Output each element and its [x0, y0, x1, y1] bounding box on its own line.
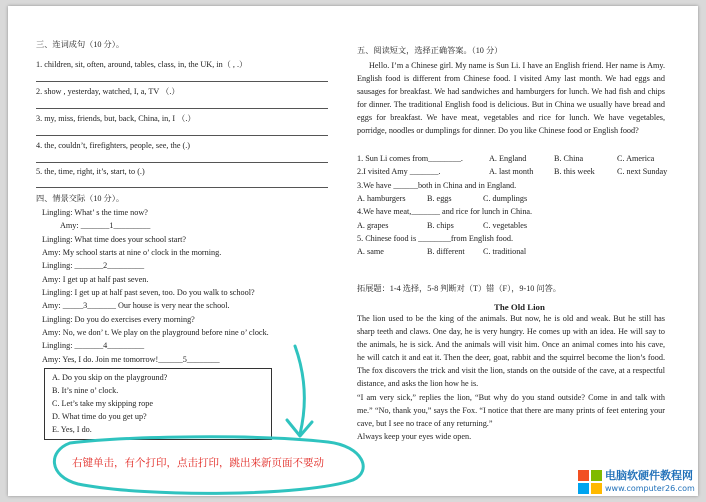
annotation-oval: [54, 437, 363, 494]
q5-option-b: B. different: [427, 247, 465, 256]
section5-title: 五、阅读短文，选择正确答案。（10 分）: [357, 46, 503, 55]
question-3: 3.We have ______both in China and in England.: [357, 181, 517, 190]
dialogue-line: Lingling: _______4_________: [42, 341, 145, 350]
worksheet-page: [8, 6, 698, 496]
story-paragraph-1: The lion used to be the king of the animals. But now, he is old and weak. But he still has sharp teeth and claws. One day, he is very hungry. He comes up with an idea. He will say to the animals, he is sick. And the animals will visit him. Once an animal comes into his cave, he will catch it and eat it. Then the deer, goat, rabbit and the squirrel become the lion’s food. The fox discovers the trick and visit the lion, stands on the outside of the cave, at a respectful distance, and asks the lion how he is.: [357, 314, 665, 389]
option-c: C. Let’s take my skipping rope: [52, 399, 153, 408]
q2-option-b: B. this week: [554, 167, 595, 176]
watermark-title: 电脑软硬件教程网: [605, 469, 693, 482]
q2-option-a: A. last month: [489, 167, 534, 176]
q1-option-b: B. China: [554, 154, 584, 163]
q3-option-c: C. dumplings: [483, 194, 528, 203]
option-e: E. Yes, I do.: [52, 425, 92, 434]
dialogue-line: Amy: Yes, I do. Join me tomorrow!______5________: [42, 355, 220, 364]
sentence-2: 2. show , yesterday, watched, I, a, TV （.）: [36, 87, 180, 96]
section4-title: 四、情景交际（10 分）。: [36, 194, 125, 203]
story-title: The Old Lion: [494, 302, 545, 312]
extension-title: 拓展题：1-4 选择，5-8 判断对（T）错（F），9-10 问答。: [357, 284, 561, 293]
dialogue-line: Lingling: What’ s the time now?: [42, 208, 148, 217]
passage-text: Hello. I’m a Chinese girl. My name is Sun Li. I have an English friend. Her name is Amy. English food is different from Chinese food. I visited Amy last month. We had eggs and sausages for breakfast. We had sandwiches and hamburgers for lunch. We had fish and chips for dinner. The traditional English food is delicious. But in China we usually have bread and eggs for breakfast. We have meat, vegetables and rice for lunch. We have vegetables, porridge, noodles or dumplings for dinner. Do you like Chinese food or English food?: [357, 61, 665, 136]
windows-logo-icon: [577, 469, 603, 495]
question-1: 1. Sun Li comes from________.: [357, 154, 463, 163]
watermark-url: www.computer26.com: [605, 484, 695, 493]
question-2: 2.I visited Amy _______.: [357, 167, 441, 176]
dialogue-line: Amy: My school starts at nine o’ clock in the morning.: [42, 248, 222, 257]
story-paragraph-2: “I am very sick,” replies the lion, “But why do you stand outside? Come in and talk with me.” “No, thank you,” says the Fox. “I notice that there are many prints of feet entering your cave, but I see no trace of any returning.”: [357, 392, 665, 428]
dialogue-line: Amy: _______1_________: [60, 221, 151, 230]
q3-option-a: A. hamburgers: [357, 194, 406, 203]
q2-option-c: C. next Sunday: [617, 167, 668, 176]
dialogue-line: Amy: _____3_______ Our house is very near the school.: [42, 301, 230, 310]
dialogue-line: Lingling: _______2_________: [42, 261, 145, 270]
dialogue-line: Lingling: What time does your school start?: [42, 235, 187, 244]
annotation-note: 右键单击，有个打印，点击打印，跳出来新页面不要动: [72, 457, 324, 469]
annotation-drawing: [8, 6, 698, 496]
option-a: A. Do you skip on the playground?: [52, 373, 168, 382]
annotation-arrow: [295, 346, 304, 434]
q3-option-b: B. eggs: [427, 194, 452, 203]
q4-option-c: C. vegetables: [483, 221, 528, 230]
dialogue-line: Lingling: Do you do exercises every morning?: [42, 315, 195, 324]
sentence-4: 4. the, couldn’t, firefighters, people, see, the (.): [36, 141, 190, 150]
q4-option-a: A. grapes: [357, 221, 389, 230]
story-paragraph-3: Always keep your eyes wide open.: [357, 431, 472, 441]
question-5: 5. Chinese food is ________from English food.: [357, 234, 514, 243]
section3-title: 三、连词成句（10 分）。: [36, 40, 125, 49]
sentence-1: 1. children, sit, often, around, tables, class, in, the UK, in（ , .）: [36, 60, 248, 69]
q4-option-b: B. chips: [427, 221, 454, 230]
option-b: B. It’s nine o’ clock.: [52, 386, 119, 395]
annotation-arrowhead: [287, 420, 312, 436]
sentence-5: 5. the, time, right, it’s, start, to (.): [36, 167, 145, 176]
dialogue-line: Amy: I get up at half past seven.: [42, 275, 149, 284]
dialogue-line: Lingling: I get up at half past seven, too. Do you walk to school?: [42, 288, 255, 297]
sentence-3: 3. my, miss, friends, but, back, China, in, I （.）: [36, 114, 196, 123]
question-4: 4.We have meat,_______ and rice for lunch in China.: [357, 207, 533, 216]
site-watermark: [575, 465, 703, 499]
option-d: D. What time do you get up?: [52, 412, 147, 421]
q1-option-c: C. America: [617, 154, 655, 163]
q1-option-a: A. England: [489, 154, 527, 163]
q5-option-c: C. traditional: [483, 247, 527, 256]
dialogue-line: Amy: No, we don’ t. We play on the playground before nine o’ clock.: [42, 328, 269, 337]
q5-option-a: A. same: [357, 247, 384, 256]
